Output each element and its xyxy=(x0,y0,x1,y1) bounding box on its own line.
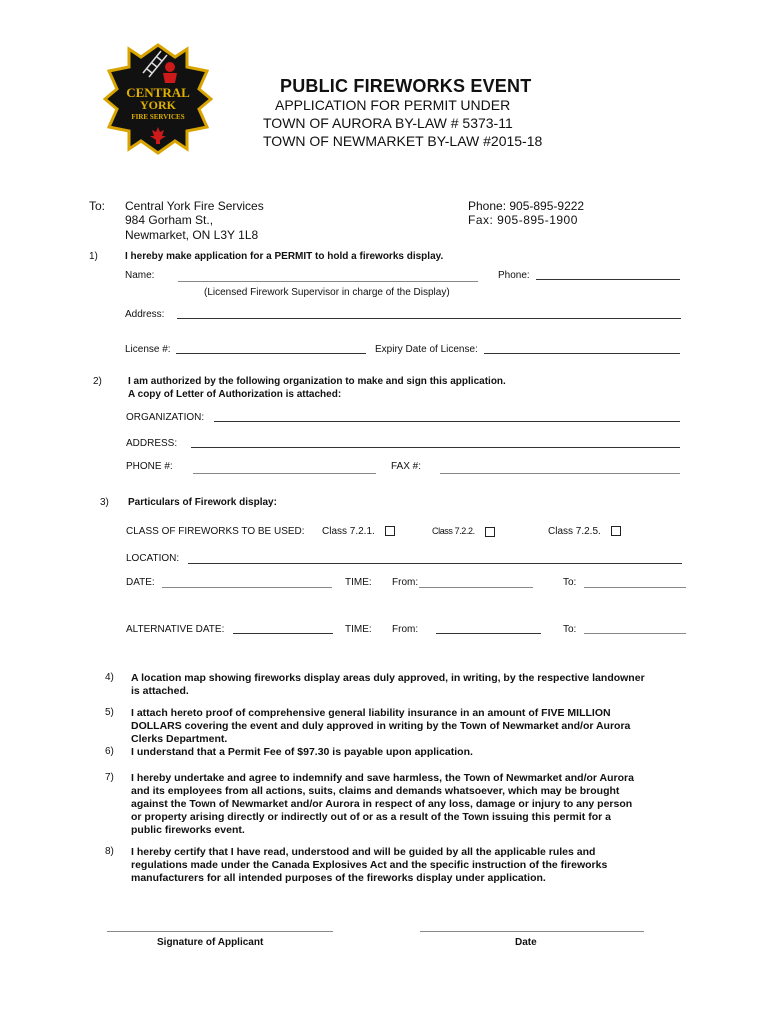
license-field[interactable] xyxy=(176,353,366,354)
class-7-2-2-checkbox[interactable] xyxy=(485,527,495,537)
section-1-heading: I hereby make application for a PERMIT to hold a fireworks display. xyxy=(125,251,444,262)
alt-from-label: From: xyxy=(392,624,419,635)
statement-7-number: 7) xyxy=(105,772,114,783)
logo-text-central: CENTRAL xyxy=(126,85,190,100)
name-caption: (Licensed Firework Supervisor in charge of the Display) xyxy=(204,287,450,298)
alt-time-label: TIME: xyxy=(345,624,372,635)
date-field[interactable] xyxy=(162,587,332,588)
statement-6-number: 6) xyxy=(105,746,114,757)
org-phone-label: PHONE #: xyxy=(126,461,173,472)
signature-date-label: Date xyxy=(515,937,537,948)
maltese-cross-emblem xyxy=(103,43,213,155)
recipient-fax: Fax: 905-895-1900 xyxy=(468,213,578,227)
alt-to-time-label: To: xyxy=(563,624,577,635)
logo-text-york: YORK xyxy=(140,98,176,112)
from-label: From: xyxy=(392,577,419,588)
statement-8-text: I hereby certify that I have read, understood and will be guided by all the applicable rules and regulations made under the Canada Explosives Act and the specific instruction of the fireworks manufacturers for all intended purposes of the fireworks display under application. xyxy=(131,846,608,884)
statement-4-text: A location map showing fireworks display areas duly approved, in writing, by the respective landowner is attached. xyxy=(131,672,645,697)
section-1-number: 1) xyxy=(89,251,98,262)
statement-8-number: 8) xyxy=(105,846,114,857)
page-subtitle-2: TOWN OF AURORA BY-LAW # 5373-11 xyxy=(263,115,513,131)
page-subtitle-1: APPLICATION FOR PERMIT UNDER xyxy=(275,97,511,113)
statement-6-text: I understand that a Permit Fee of $97.30 is payable upon application. xyxy=(131,746,473,758)
logo-text-fire-services: FIRE SERVICES xyxy=(131,113,185,121)
class-7-2-1-option[interactable] xyxy=(322,526,395,537)
section-3-heading: Particulars of Firework display: xyxy=(128,497,277,508)
location-label: LOCATION: xyxy=(126,553,180,564)
statement-5-text: I attach hereto proof of comprehensive general liability insurance in an amount of FIVE MILLION DOLLARS covering the event and duly approved in writing by the Town of Newmarket and/or Aurora Clerks Department. xyxy=(131,707,631,745)
org-fax-label: FAX #: xyxy=(391,461,422,472)
recipient-street: 984 Gorham St., xyxy=(125,213,214,227)
to-time-field[interactable] xyxy=(584,587,686,588)
section-2-number: 2) xyxy=(93,376,102,387)
recipient-city: Newmarket, ON L3Y 1L8 xyxy=(125,228,259,242)
class-7-2-2-option[interactable] xyxy=(432,526,495,537)
org-fax-field[interactable] xyxy=(440,473,680,474)
class-7-2-2-label: Class 7.2.2. xyxy=(432,526,475,536)
name-field[interactable] xyxy=(178,281,478,282)
org-address-label: ADDRESS: xyxy=(126,438,178,449)
phone-label: Phone: xyxy=(498,270,530,281)
statement-5-number: 5) xyxy=(105,707,114,718)
address-label: Address: xyxy=(125,309,165,320)
org-phone-field[interactable] xyxy=(193,473,376,474)
time-label: TIME: xyxy=(345,577,372,588)
expiry-date-field[interactable] xyxy=(484,353,680,354)
organization-label: ORGANIZATION: xyxy=(126,412,205,423)
to-label: To: xyxy=(89,199,106,213)
location-field[interactable] xyxy=(188,563,682,564)
class-7-2-5-option[interactable] xyxy=(548,526,621,537)
from-time-field[interactable] xyxy=(419,587,533,588)
class-7-2-1-checkbox[interactable] xyxy=(385,526,395,536)
section-2-heading-2: A copy of Letter of Authorization is attached: xyxy=(128,389,342,400)
section-2-heading-1: I am authorized by the following organization to make and sign this application. xyxy=(128,376,506,387)
statement-4-number: 4) xyxy=(105,672,114,683)
expiry-date-label: Expiry Date of License: xyxy=(375,344,478,355)
name-label: Name: xyxy=(125,270,155,281)
alt-from-time-field[interactable] xyxy=(436,633,541,634)
license-label: License #: xyxy=(125,344,171,355)
phone-field[interactable] xyxy=(536,279,680,280)
to-time-label: To: xyxy=(563,577,577,588)
page-subtitle-3: TOWN OF NEWMARKET BY-LAW #2015-18 xyxy=(263,133,543,149)
class-7-2-5-label: Class 7.2.5. xyxy=(548,526,601,537)
recipient-phone: Phone: 905-895-9222 xyxy=(468,199,585,213)
org-address-field[interactable] xyxy=(191,447,680,448)
signature-label: Signature of Applicant xyxy=(157,937,264,948)
alt-to-time-field[interactable] xyxy=(584,633,686,634)
section-3-number: 3) xyxy=(100,497,109,508)
date-label: DATE: xyxy=(126,577,155,588)
class-7-2-5-checkbox[interactable] xyxy=(611,526,621,536)
cyfs-logo xyxy=(103,43,213,155)
page-title: PUBLIC FIREWORKS EVENT xyxy=(280,76,532,96)
recipient-name: Central York Fire Services xyxy=(125,199,264,213)
statement-7-text: I hereby undertake and agree to indemnify and save harmless, the Town of Newmarket and/or Aurora and its employees from all actions, suits, claims and demands whatsoever, which may be brought against the Town of Newmarket and/or Aurora in respect of any loss, damage or injury to any person or property arising directly or indirectly out of or as a result of the Town issuing this permit for a public fireworks event. xyxy=(131,772,634,836)
address-field[interactable] xyxy=(177,318,681,319)
applicant-signature-field[interactable] xyxy=(107,931,333,932)
fireworks-class-label: CLASS OF FIREWORKS TO BE USED: xyxy=(126,526,305,537)
signature-date-field[interactable] xyxy=(420,931,644,932)
alternative-date-field[interactable] xyxy=(233,633,333,634)
alternative-date-label: ALTERNATIVE DATE: xyxy=(126,624,225,635)
organization-field[interactable] xyxy=(214,421,680,422)
class-7-2-1-label: Class 7.2.1. xyxy=(322,526,375,537)
